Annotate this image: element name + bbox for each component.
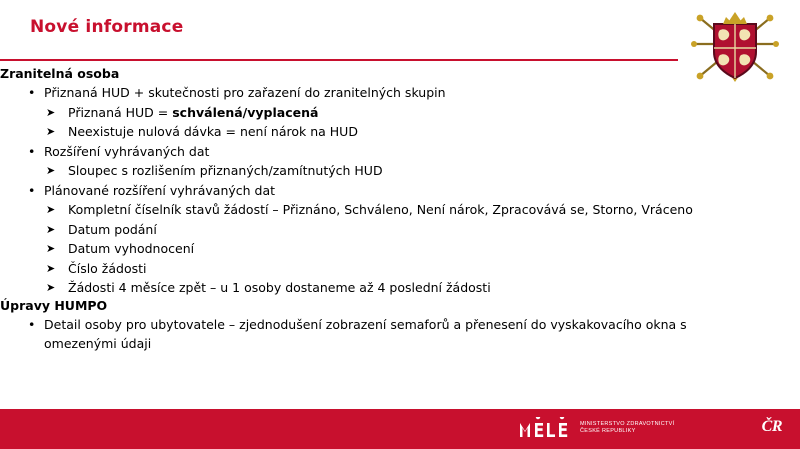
list-item-label: Číslo žádosti [68, 260, 147, 276]
section-heading: Zranitelná osoba [0, 66, 120, 81]
list-item [44, 278, 800, 298]
footer-band [0, 409, 800, 449]
ministry-line-1: MINISTERSTVO ZDRAVOTNICTVÍ [580, 421, 675, 427]
arrow-bullet-icon: ➤ [46, 261, 56, 275]
cz-mark-logo [762, 418, 782, 436]
arrow-bullet-icon: ➤ [46, 105, 56, 119]
list-item-emphasis: schválená/vyplacená [172, 104, 319, 120]
arrow-bullet-icon: ➤ [46, 164, 56, 177]
header-divider [0, 59, 678, 61]
list-item [44, 220, 800, 240]
list-item [44, 161, 800, 181]
section-zranitelna-osoba [0, 66, 800, 298]
list-item-label: Plánované rozšíření vyhrávaných dat [44, 182, 276, 198]
arrow-bullet-icon: ➤ [46, 242, 56, 255]
arrow-bullet-icon: ➤ [46, 281, 56, 294]
cz-mark-label: ČR [761, 418, 782, 435]
list-item-label: Kompletní číselník stavů žádostí – Přiznáno, Schváleno, Není nárok, Zpracovává se, Storno, Vráceno [68, 202, 693, 217]
bullet-list-level1 [0, 315, 800, 335]
list-item [44, 200, 800, 220]
page-title: Nové informace [30, 17, 184, 37]
bullet-list-level2 [44, 161, 800, 181]
section-upravy-humpo [0, 298, 800, 354]
list-item [44, 239, 800, 259]
list-item-label: Rozšíření vyhrávaných dat [44, 143, 210, 159]
list-item-label: Neexistuje nulová dávka = není nárok na HUD [68, 124, 358, 139]
arrow-bullet-icon: ➤ [46, 125, 56, 138]
bullet-dot-icon: • [28, 143, 36, 159]
list-item-label: Přiznaná HUD + skutečnosti pro zařazení do zranitelných skupin [44, 85, 446, 100]
list-item-label: Žádosti 4 měsíce zpět – u 1 osoby dostaneme až 4 poslední žádosti [68, 280, 491, 295]
list-item-label: Detail osoby pro ubytovatele – zjednodušení zobrazení semaforů a přenesení do vyskakovacího okna s [44, 316, 687, 332]
list-item-label: Sloupec s rozlišením přiznaných/zamítnutých HUD [68, 163, 383, 178]
list-item [0, 142, 800, 181]
list-item [0, 181, 800, 298]
section-heading: Úpravy HUMPO [0, 297, 108, 313]
list-item [0, 315, 800, 335]
ministry-name [580, 421, 674, 435]
list-item-continuation: omezenými údaji [44, 336, 152, 351]
bullet-list-level2 [44, 103, 800, 142]
bullet-list-level2 [44, 200, 800, 298]
ministry-logo [518, 417, 674, 439]
ministry-line-2: ČESKÉ REPUBLIKY [580, 428, 636, 434]
arrow-bullet-icon: ➤ [46, 203, 56, 216]
list-item-label: Datum podání [68, 221, 157, 237]
list-item [0, 83, 800, 142]
ministry-glyph-icon [518, 417, 574, 439]
bullet-list-level1 [0, 83, 800, 298]
list-item-label: Přiznaná HUD = [68, 104, 173, 120]
list-item [44, 259, 800, 279]
bullet-dot-icon: • [28, 85, 36, 100]
list-item [44, 122, 800, 142]
slide-content [0, 66, 800, 354]
list-item [44, 103, 800, 123]
bullet-dot-icon: • [28, 182, 36, 198]
arrow-bullet-icon: ➤ [46, 222, 56, 236]
list-item-label: Datum vyhodnocení [68, 241, 195, 256]
bullet-dot-icon: • [28, 316, 36, 332]
